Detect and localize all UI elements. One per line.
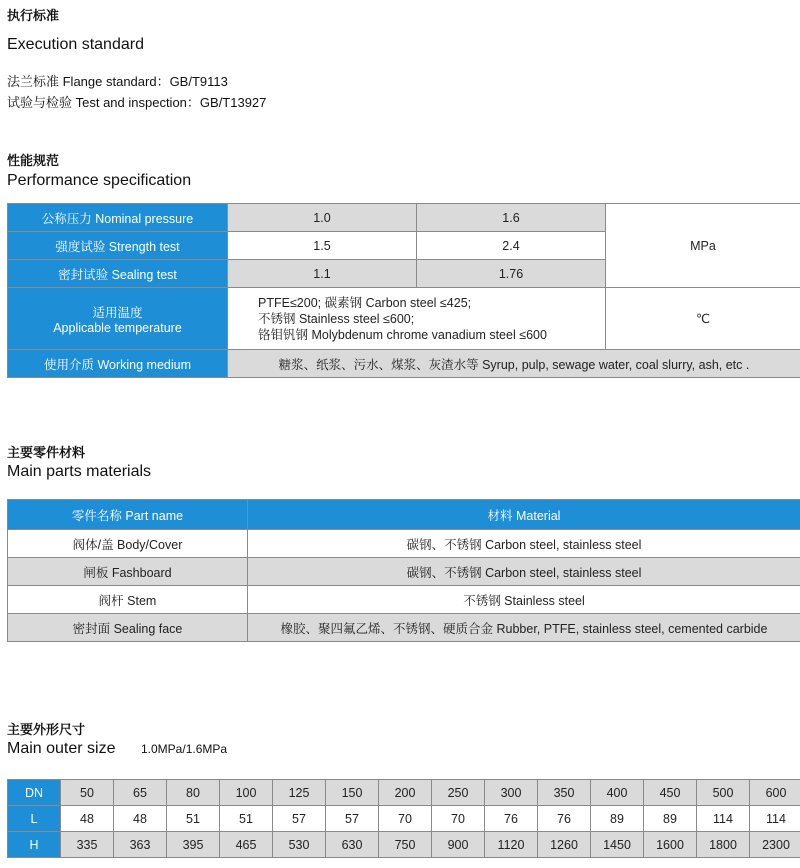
temperature-label (8, 288, 228, 350)
part-material: 碳钢、不锈钢 Carbon steel, stainless steel (248, 558, 800, 586)
execution-standard-title-en: Execution standard (7, 36, 144, 53)
performance-title-en: Performance specification (7, 172, 192, 189)
materials-header-material: 材料 Material (248, 500, 800, 530)
sealing-test-value: 1.1 (228, 260, 417, 288)
materials-title-en: Main parts materials (7, 463, 152, 480)
part-name: 闸板 Fashboard (8, 558, 248, 586)
size-cell: 89 (644, 806, 697, 832)
part-name: 阀杆 Stem (8, 586, 248, 614)
temperature-label-cn: 适用温度 (92, 305, 143, 320)
table-row (8, 530, 800, 558)
size-cell: 450 (644, 780, 697, 806)
size-cell: 48 (61, 806, 114, 832)
size-row-l (8, 806, 800, 832)
size-cell: 200 (379, 780, 432, 806)
size-cell: 395 (167, 832, 220, 858)
temperature-line: 不锈钢 Stainless steel ≤600; (258, 311, 415, 326)
size-cell: 1450 (591, 832, 644, 858)
size-cell: 750 (379, 832, 432, 858)
size-cell: 100 (220, 780, 273, 806)
size-cell: 900 (432, 832, 485, 858)
size-row-h (8, 832, 800, 858)
size-table (7, 779, 800, 858)
size-cell: 57 (273, 806, 326, 832)
strength-test-label: 强度试验 Strength test (8, 232, 228, 260)
nominal-pressure-value: 1.6 (417, 204, 606, 232)
size-title-cn: 主要外形尺寸 (7, 722, 86, 737)
size-cell: 48 (114, 806, 167, 832)
part-material: 不锈钢 Stainless steel (248, 586, 800, 614)
nominal-pressure-label: 公称压力 Nominal pressure (8, 204, 228, 232)
size-cell: 2300 (750, 832, 800, 858)
size-cell: 530 (273, 832, 326, 858)
size-cell: 65 (114, 780, 167, 806)
part-material: 碳钢、不锈钢 Carbon steel, stainless steel (248, 530, 800, 558)
size-cell: 114 (750, 806, 800, 832)
size-cell: 600 (750, 780, 800, 806)
part-material: 橡胶、聚四氟乙烯、不锈钢、硬质合金 Rubber, PTFE, stainless steel, cemented carbide (248, 614, 800, 642)
nominal-pressure-value: 1.0 (228, 204, 417, 232)
size-cell: 500 (697, 780, 750, 806)
size-cell: 76 (538, 806, 591, 832)
size-row-label: DN (8, 780, 61, 806)
size-cell: 51 (167, 806, 220, 832)
size-cell: 51 (220, 806, 273, 832)
flange-standard-line: 法兰标准 Flange standard：GB/T9113 (7, 74, 228, 89)
part-name: 密封面 Sealing face (8, 614, 248, 642)
size-cell: 1600 (644, 832, 697, 858)
size-cell: 76 (485, 806, 538, 832)
size-row-label: L (8, 806, 61, 832)
strength-test-value: 2.4 (417, 232, 606, 260)
execution-standard-title-cn: 执行标准 (7, 8, 60, 23)
materials-header-part: 零件名称 Part name (8, 500, 248, 530)
materials-title-cn: 主要零件材料 (7, 445, 86, 460)
temperature-unit: ℃ (606, 288, 800, 350)
size-cell: 400 (591, 780, 644, 806)
size-cell: 114 (697, 806, 750, 832)
size-cell: 363 (114, 832, 167, 858)
working-medium-label: 使用介质 Working medium (8, 350, 228, 378)
size-cell: 350 (538, 780, 591, 806)
temperature-values (228, 288, 606, 350)
size-cell: 1260 (538, 832, 591, 858)
size-cell: 80 (167, 780, 220, 806)
strength-test-value: 1.5 (228, 232, 417, 260)
performance-title-cn: 性能规范 (7, 153, 60, 168)
size-title-en: Main outer size (7, 740, 116, 757)
size-cell: 250 (432, 780, 485, 806)
size-cell: 335 (61, 832, 114, 858)
size-cell: 125 (273, 780, 326, 806)
size-cell: 50 (61, 780, 114, 806)
size-cell: 465 (220, 832, 273, 858)
size-row-label: H (8, 832, 61, 858)
temperature-line: PTFE≤200; 碳素钢 Carbon steel ≤425; (258, 295, 472, 310)
size-cell: 57 (326, 806, 379, 832)
table-row (8, 558, 800, 586)
temperature-label-en: Applicable temperature (53, 320, 182, 335)
materials-table (7, 499, 800, 642)
size-cell: 1800 (697, 832, 750, 858)
size-cell: 70 (379, 806, 432, 832)
size-row-dn (8, 780, 800, 806)
test-inspection-line: 试验与检验 Test and inspection：GB/T13927 (7, 95, 267, 110)
working-medium-value: 糖浆、纸浆、污水、煤浆、灰渣水等 Syrup, pulp, sewage water, coal slurry, ash, etc . (228, 350, 800, 378)
size-cell: 70 (432, 806, 485, 832)
sealing-test-value: 1.76 (417, 260, 606, 288)
temperature-line: 铬钼钒钢 Molybdenum chrome vanadium steel ≤600 (258, 327, 547, 342)
size-cell: 1120 (485, 832, 538, 858)
performance-table (7, 203, 800, 378)
pressure-unit: MPa (606, 204, 800, 288)
size-cell: 150 (326, 780, 379, 806)
table-row (8, 586, 800, 614)
table-row (8, 614, 800, 642)
sealing-test-label: 密封试验 Sealing test (8, 260, 228, 288)
size-cell: 89 (591, 806, 644, 832)
part-name: 阀体/盖 Body/Cover (8, 530, 248, 558)
size-cell: 300 (485, 780, 538, 806)
size-pressure-note: 1.0MPa/1.6MPa (141, 742, 228, 756)
size-cell: 630 (326, 832, 379, 858)
